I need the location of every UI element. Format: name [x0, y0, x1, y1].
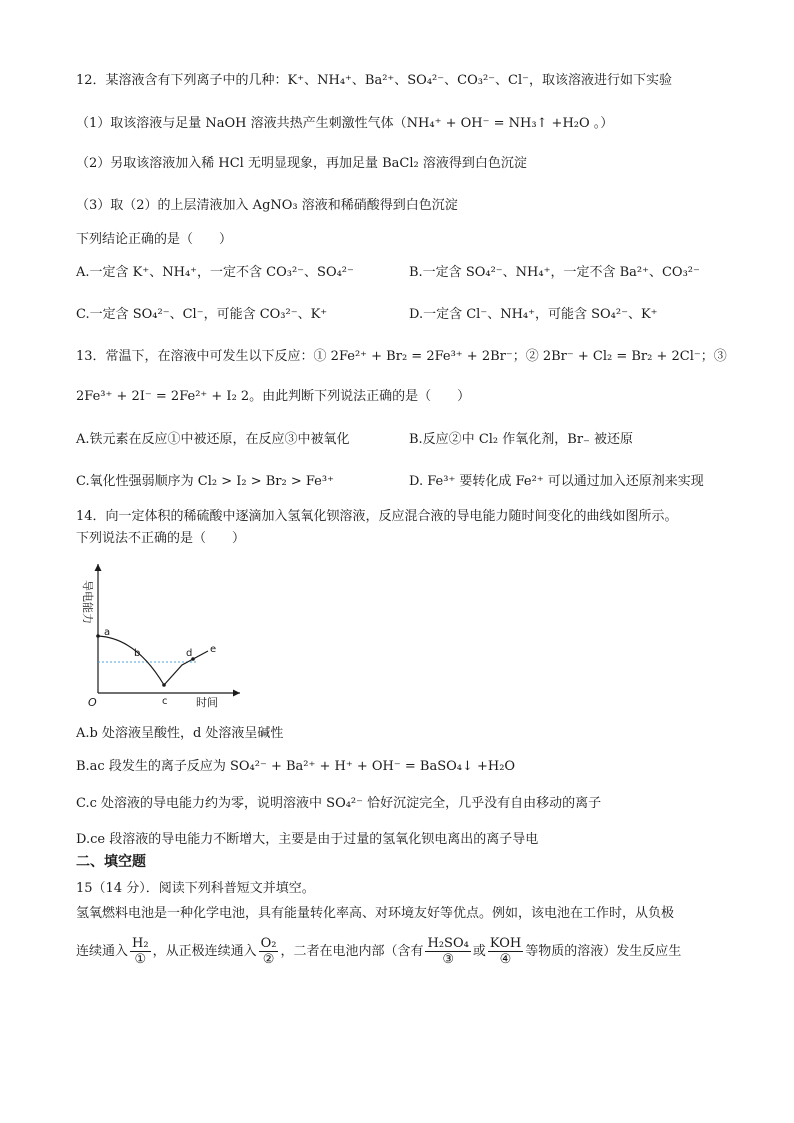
q13-option-d: D. Fe³⁺ 要转化成 Fe²⁺ 可以通过加入还原剂来实现: [409, 474, 704, 489]
section-heading: 二、填空题: [76, 854, 146, 870]
blank-3-formula: H₂SO₄: [427, 936, 469, 951]
q15-text-5: 等物质的溶液）发生反应生: [525, 944, 682, 959]
q14-option-c: C.c 处溶液的导电能力约为零，说明溶液中 SO₄²⁻ 恰好沉淀完全，几乎没有自由移动的离子: [76, 796, 602, 811]
q12-option-c: C.一定含 SO₄²⁻、Cl⁻，可能含 CO₃²⁻、K⁺: [76, 307, 328, 322]
blank-2-marker: ②: [262, 952, 275, 967]
q14-line1: 14．向一定体积的稀硫酸中逐滴加入氢氧化钡溶液，反应混合液的导电能力随时间变化的曲线如图所示。: [76, 509, 678, 524]
q15-line3: [76, 936, 681, 968]
point-d-label: d: [186, 648, 193, 659]
q12-option-b: B.一定含 SO₄²⁻、NH₄⁺，一定不含 Ba²⁺、CO₃²⁻: [409, 265, 700, 280]
q15-text-2: ，从正极连续通入: [152, 944, 257, 959]
conductivity-curve: [98, 636, 164, 685]
point-a-dot: [96, 634, 100, 638]
q13-option-a: A.铁元素在反应①中被还原，在反应③中被氧化: [76, 432, 350, 447]
blank-1-formula: H₂: [132, 936, 149, 951]
q12-step1: （1）取该溶液与足量 NaOH 溶液共热产生刺激性气体（NH₄⁺ + OH⁻ = NH₃↑ +H₂O 。）: [76, 116, 614, 131]
q14-option-a: A.b 处溶液呈酸性，d 处溶液呈碱性: [76, 726, 284, 741]
q12-prompt: 下列结论正确的是（ ）: [76, 232, 233, 247]
blank-1-marker: ①: [134, 952, 147, 967]
q15-text-1: 连续通入: [76, 944, 129, 959]
q12-step3: （3）取（2）的上层清液加入 AgNO₃ 溶液和稀硝酸得到白色沉淀: [76, 198, 458, 213]
q12-step2: （2）另取该溶液加入稀 HCl 无明显现象，再加足量 BaCl₂ 溶液得到白色沉淀: [76, 156, 527, 171]
q12-option-a: A.一定含 K⁺、NH₄⁺，一定不含 CO₃²⁻、SO₄²⁻: [76, 265, 354, 280]
point-a-label: a: [104, 627, 111, 638]
q13-option-b: B.反应②中 Cl₂ 作氧化剂，Br₋ 被还原: [409, 432, 634, 447]
q13-line1: 13．常温下，在溶液中可发生以下反应：① 2Fe²⁺ + Br₂ = 2Fe³⁺ + 2Br⁻；② 2Br⁻ + Cl₂ = Br₂ + 2Cl⁻；③: [76, 349, 727, 364]
q15-line2: 氢氧燃料电池是一种化学电池，具有能量转化率高、对环境友好等优点。例如，该电池在工作时，从负极: [76, 906, 675, 921]
blank-4-fraction: [488, 936, 523, 967]
point-c-dot: [162, 683, 166, 687]
blank-3-fraction: [425, 936, 470, 967]
q13-option-c: C.氧化性强弱顺序为 Cl₂ > I₂ > Br₂ > Fe³⁺: [76, 474, 334, 489]
q14-line2: 下列说法不正确的是（ ）: [76, 531, 246, 546]
blank-4-formula: KOH: [489, 936, 522, 951]
q15-text-4: 或: [472, 944, 486, 959]
blank-3-marker: ③: [442, 952, 454, 967]
point-b-label: b: [134, 648, 141, 659]
point-c-label: c: [162, 696, 168, 707]
q13-line2: 2Fe³⁺ + 2I⁻ = 2Fe²⁺ + I₂ 2。由此判断下列说法正确的是（ ）: [76, 389, 471, 404]
blank-2-formula: O₂: [260, 936, 277, 951]
conductivity-graph: [76, 558, 256, 718]
point-e-label: e: [210, 644, 217, 655]
blank-4-marker: ④: [499, 952, 512, 967]
q15-text-3: ，二者在电池内部（含有: [280, 944, 424, 959]
q12-option-d: D.一定含 Cl⁻、NH₄⁺，可能含 SO₄²⁻、K⁺: [409, 307, 658, 322]
blank-1-fraction: [130, 936, 151, 967]
q12-stem: 12．某溶液含有下列离子中的几种：K⁺、NH₄⁺、Ba²⁺、SO₄²⁻、CO₃²⁻、Cl⁻，取该溶液进行如下实验: [76, 73, 672, 88]
y-axis-label: 导电能力: [81, 580, 94, 624]
x-axis-label: 时间: [196, 696, 218, 709]
q14-option-b: B.ac 段发生的离子反应为 SO₄²⁻ + Ba²⁺ + H⁺ + OH⁻ = BaSO₄↓ +H₂O: [76, 759, 516, 774]
q14-option-d: D.ce 段溶液的导电能力不断增大，主要是由于过量的氢氧化钡电离出的离子导电: [76, 832, 539, 847]
origin-label: O: [88, 696, 97, 709]
blank-2-fraction: [259, 936, 279, 967]
q15-line1: 15（14 分）．阅读下列科普短文并填空。: [76, 881, 315, 896]
